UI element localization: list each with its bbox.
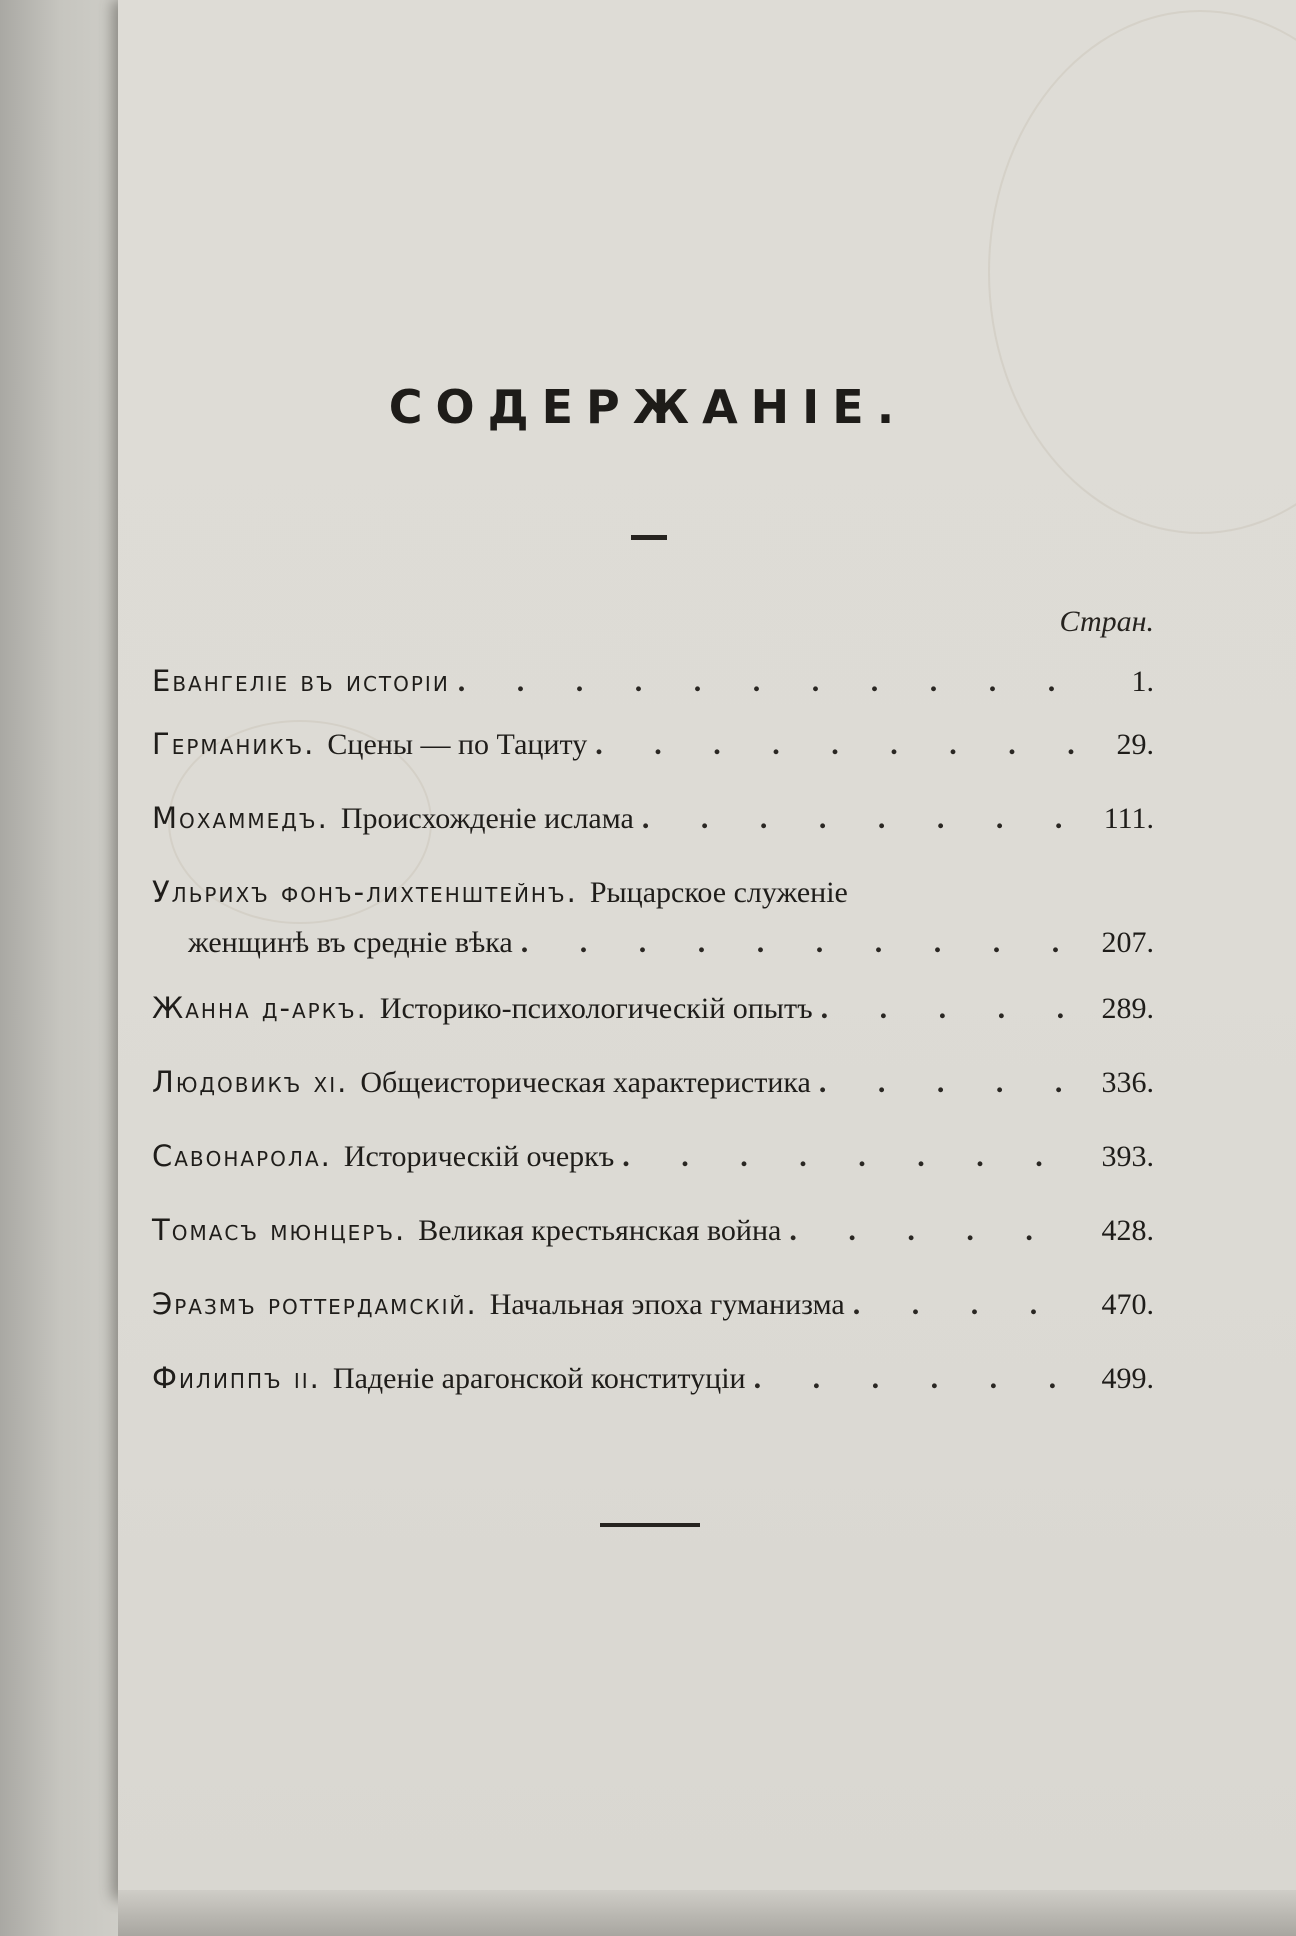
closing-divider xyxy=(600,1523,700,1527)
toc-entry xyxy=(152,707,1154,781)
entry-page: 428. xyxy=(1101,1214,1154,1247)
entry-name: Ульрихъ фонъ-лихтенштейнъ. xyxy=(152,875,578,909)
entry-name: Мохаммедъ. xyxy=(152,801,329,835)
leader-dots xyxy=(821,972,1076,1046)
entry-subtitle: Историко-психологическій опытъ xyxy=(379,992,813,1025)
entry-page: 111. xyxy=(1103,802,1154,835)
toc-entry xyxy=(152,971,1154,1045)
entry-subtitle: Паденіе арагонской конституціи xyxy=(332,1362,746,1395)
leader-dots xyxy=(458,656,1076,708)
toc-entry xyxy=(152,655,1154,707)
entry-name: Жанна д-аркъ. xyxy=(152,991,368,1025)
entry-subtitle: Великая крестьянская война xyxy=(418,1214,782,1247)
title-divider xyxy=(631,535,667,540)
entry-name: Савонарола. xyxy=(152,1139,332,1173)
leader-dots xyxy=(853,1268,1076,1342)
entry-continuation: женщинѣ въ средніе вѣка xyxy=(188,926,513,959)
entry-page: 1. xyxy=(1131,665,1154,698)
toc-entry xyxy=(152,781,1154,855)
entry-subtitle: Происхожденіе ислама xyxy=(340,802,634,835)
pages-column-label: Стран. xyxy=(1059,605,1154,638)
entry-page: 470. xyxy=(1101,1288,1154,1321)
toc-entry xyxy=(152,1193,1154,1267)
entry-page: 29. xyxy=(1116,728,1154,761)
leader-dots xyxy=(595,708,1076,782)
entry-name: Томасъ мюнцеръ. xyxy=(152,1213,407,1247)
entry-name: Людовикъ xi. xyxy=(152,1065,349,1099)
leader-dots xyxy=(622,1120,1076,1194)
entry-name: Филиппъ ii. xyxy=(152,1361,321,1395)
entry-subtitle: Рыцарское служеніе xyxy=(589,876,848,909)
entry-subtitle: Начальная эпоха гуманизма xyxy=(489,1288,845,1321)
entry-name: Германикъ. xyxy=(152,727,316,761)
toc-entry xyxy=(152,1119,1154,1193)
leader-dots xyxy=(521,915,1076,971)
entry-subtitle: Историческій очеркъ xyxy=(343,1140,615,1173)
entry-page: 393. xyxy=(1101,1140,1154,1173)
page-bottom-edge xyxy=(118,1890,1296,1936)
leader-dots xyxy=(789,1194,1076,1268)
toc-entry xyxy=(152,1341,1154,1415)
entry-page: 336. xyxy=(1101,1066,1154,1099)
toc-entry xyxy=(152,855,1154,971)
entry-name: Эразмъ роттердамскій. xyxy=(152,1287,478,1321)
table-of-contents xyxy=(152,655,1154,1415)
water-stain xyxy=(988,10,1296,534)
entry-page: 289. xyxy=(1101,992,1154,1025)
page-title: СОДЕРЖАНІЕ. xyxy=(388,380,908,434)
toc-entry xyxy=(152,1267,1154,1341)
entry-subtitle: Общеисторическая характеристика xyxy=(360,1066,811,1099)
entry-name: Евангеліе въ исторіи xyxy=(152,664,450,698)
entry-page: 207. xyxy=(1101,926,1154,959)
entry-page: 499. xyxy=(1101,1362,1154,1395)
leader-dots xyxy=(819,1046,1076,1120)
entry-subtitle: Сцены — по Тациту xyxy=(327,728,588,761)
leader-dots xyxy=(642,782,1076,856)
leader-dots xyxy=(754,1342,1076,1416)
toc-entry xyxy=(152,1045,1154,1119)
